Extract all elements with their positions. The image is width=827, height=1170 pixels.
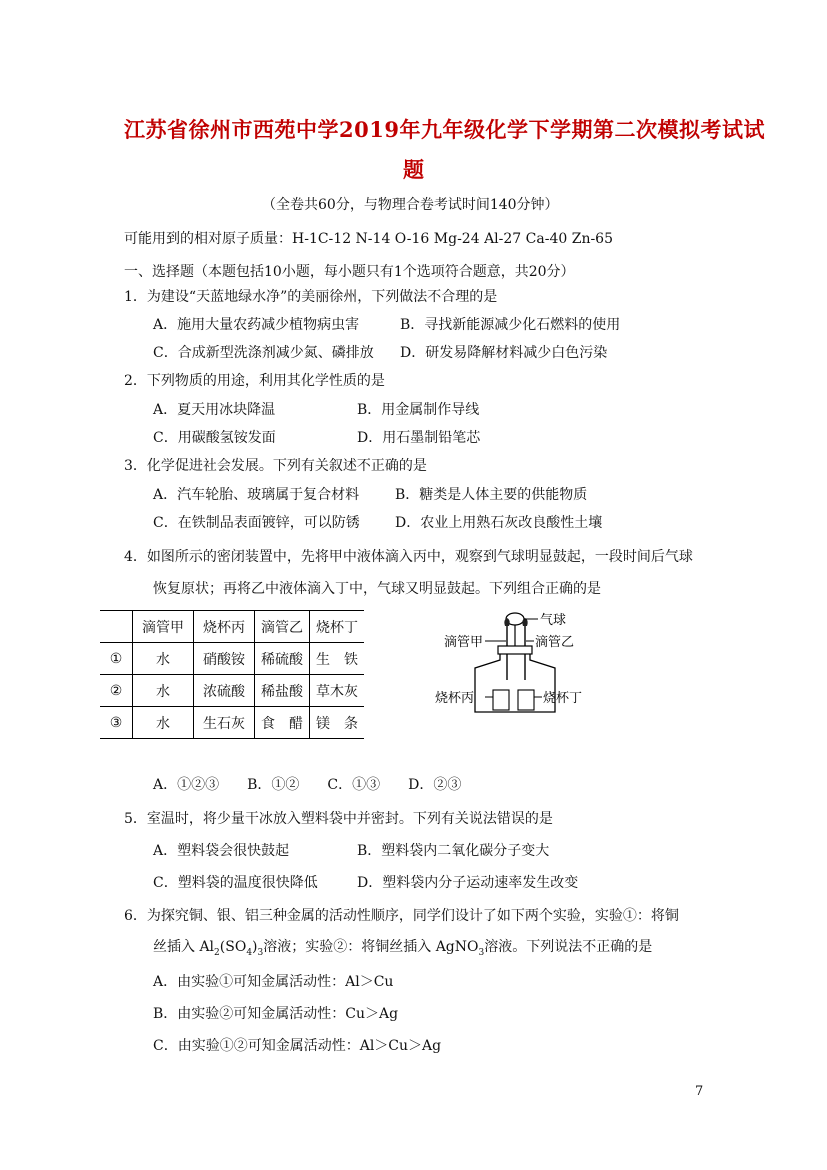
q2-option-a: A．夏天用冰块降温 [153, 402, 276, 418]
table-row [100, 707, 364, 739]
q6-option-b: B．由实验②可知金属活动性：Cu＞Ag [153, 1006, 399, 1022]
table-cell: 稀硫酸 [255, 643, 310, 675]
label-dropper-b: 滴管乙 [535, 635, 575, 650]
q6-option-c: C．由实验①②可知金属活动性：Al＞Cu＞Ag [153, 1038, 442, 1054]
q4-options: A．①②③ B．①② C．①③ D．②③ [153, 777, 462, 793]
q3-option-b: B．糖类是人体主要的供能物质 [395, 487, 588, 503]
q6-stem-text: ) [252, 939, 258, 955]
table-cell: ② [100, 675, 133, 707]
formula-subscript: 4 [246, 947, 253, 958]
table-header-cell: 滴管甲 [133, 611, 194, 643]
q6-stem-line-2 [153, 936, 652, 958]
table-cell: 水 [133, 675, 194, 707]
q5-option-d: D．塑料袋内分子运动速率发生改变 [357, 875, 579, 891]
q2-option-c: C．用碳酸氢铵发面 [153, 430, 276, 446]
q1-option-a: A．施用大量农药减少植物病虫害 [153, 317, 360, 333]
q3-option-a: A．汽车轮胎、玻璃属于复合材料 [153, 487, 360, 503]
formula-subscript: 3 [478, 947, 485, 958]
formula-subscript: 2 [214, 947, 220, 958]
table-cell: 稀盐酸 [255, 675, 310, 707]
table-header-cell: 烧杯丙 [194, 611, 255, 643]
label-dropper-a: 滴管甲 [444, 635, 484, 650]
table-header-cell: 烧杯丁 [310, 611, 365, 643]
table-cell: 镁 条 [310, 707, 365, 739]
table-row [100, 675, 364, 707]
q5-option-b: B．塑料袋内二氧化碳分子变大 [357, 843, 550, 859]
page-number: 7 [695, 1084, 704, 1099]
atomic-masses: 可能用到的相对原子质量：H-1C-12 N-14 O-16 Mg-24 Al-27 Ca-40 Zn-65 [124, 231, 614, 247]
table-cell: 浓硫酸 [194, 675, 255, 707]
title-line-2: 题 [403, 157, 425, 182]
formula-subscript: 3 [257, 947, 264, 958]
q6-stem-text: (SO [219, 939, 247, 955]
q1-option-d: D．研发易降解材料减少白色污染 [400, 345, 608, 361]
q6-stem-text: 溶液。下列说法不正确的是 [484, 939, 653, 955]
table-row [100, 643, 364, 675]
table-cell: ① [100, 643, 133, 675]
q3-stem: 3．化学促进社会发展。下列有关叙述不正确的是 [124, 458, 427, 474]
table-header-cell: 滴管乙 [255, 611, 310, 643]
table-header-cell [100, 611, 133, 643]
table-cell: 生石灰 [194, 707, 255, 739]
section-header: 一、选择题（本题包括10小题，每小题只有1个选项符合题意，共20分） [124, 264, 575, 280]
table-header-row [100, 611, 364, 643]
table-cell: 硝酸铵 [194, 643, 255, 675]
q6-stem-line-1: 6．为探究铜、银、铝三种金属的活动性顺序，同学们设计了如下两个实验，实验①：将铜 [124, 908, 679, 924]
table-cell: ③ [100, 707, 133, 739]
table-cell: 食 醋 [255, 707, 310, 739]
q6-stem-text: 溶液；实验②：将铜丝插入 AgNO [263, 939, 479, 955]
q1-stem: 1．为建设“天蓝地绿水净”的美丽徐州，下列做法不合理的是 [124, 289, 498, 305]
q4-stem-line-2: 恢复原状；再将乙中液体滴入丁中，气球又明显鼓起。下列组合正确的是 [153, 581, 601, 597]
table-cell: 生 铁 [310, 643, 365, 675]
label-balloon: 气球 [540, 613, 567, 628]
q2-stem: 2．下列物质的用途，利用其化学性质的是 [124, 373, 385, 389]
q2-option-d: D．用石墨制铅笔芯 [357, 430, 481, 446]
q2-option-b: B．用金属制作导线 [357, 402, 480, 418]
subtitle: （全卷共60分，与物理合卷考试时间140分钟） [262, 197, 559, 213]
q5-option-a: A．塑料袋会很快鼓起 [153, 843, 290, 859]
title-line-1: 江苏省徐州市西苑中学2019年九年级化学下学期第二次模拟考试试 [124, 117, 765, 142]
table-cell: 水 [133, 707, 194, 739]
q3-option-d: D．农业上用熟石灰改良酸性土壤 [395, 515, 603, 531]
q1-option-b: B．寻找新能源减少化石燃料的使用 [400, 317, 621, 333]
table-cell: 水 [133, 643, 194, 675]
label-beaker-c: 烧杯丙 [435, 691, 475, 706]
q6-stem-text: 丝插入 Al [153, 939, 215, 955]
q1-option-c: C．合成新型洗涤剂减少氮、磷排放 [153, 345, 374, 361]
q5-stem: 5．室温时，将少量干冰放入塑料袋中并密封。下列有关说法错误的是 [124, 811, 553, 827]
q4-stem-line-1: 4．如图所示的密闭装置中，先将甲中液体滴入丙中，观察到气球明显鼓起，一段时间后气球 [124, 549, 693, 565]
q3-option-c: C．在铁制品表面镀锌，可以防锈 [153, 515, 360, 531]
table-cell: 草木灰 [310, 675, 365, 707]
q5-option-c: C．塑料袋的温度很快降低 [153, 875, 318, 891]
label-beaker-d: 烧杯丁 [543, 691, 583, 706]
q6-option-a: A．由实验①可知金属活动性：Al＞Cu [153, 974, 394, 990]
q4-combination-table [100, 610, 364, 739]
apparatus-diagram [430, 608, 600, 718]
